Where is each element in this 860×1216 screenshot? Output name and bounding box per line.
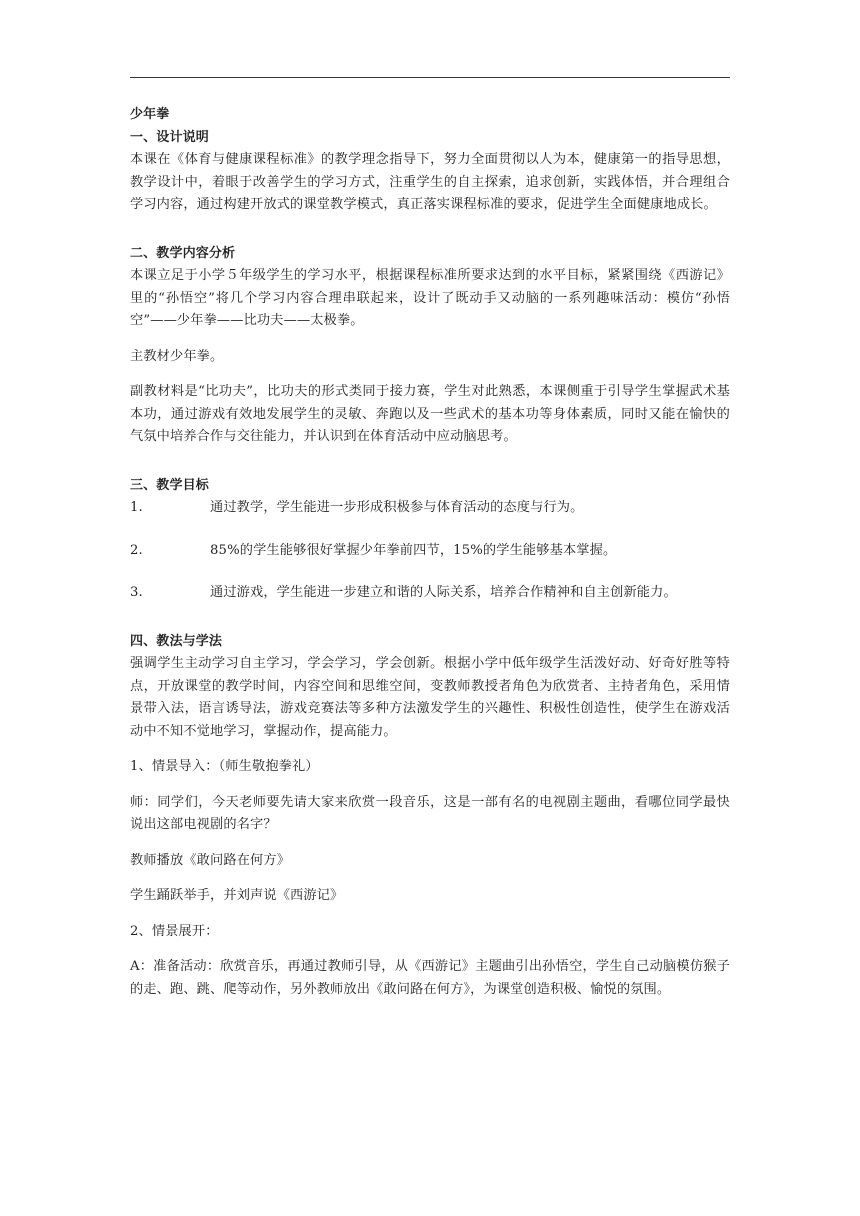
teacher-plays-music: 教师播放《敢问路在何方》 <box>130 852 291 868</box>
section-2-paragraph-1: 本课立足于小学５年级学生的学习水平，根据课程标准所要求达到的水平目标，紧紧围绕《西游记》里的“孙悟空”将几个学习内容合理串联起来，设计了既动手又动脑的一系列趣味活动：模仿“孙悟空”——少年拳——比功夫——太极拳。 <box>130 268 730 328</box>
section-1-heading: 一、设计说明 <box>130 129 209 145</box>
objective-number: 3. <box>130 585 143 600</box>
objective-item-1 <box>130 497 730 520</box>
header-rule <box>130 77 730 78</box>
objective-number: 1. <box>130 500 143 515</box>
section-3-heading: 三、教学目标 <box>130 477 209 493</box>
objective-text: 85%的学生能够很好掌握少年拳前四节，15%的学生能够基本掌握。 <box>210 542 617 558</box>
section-4-paragraph: 强调学生主动学习自主学习，学会学习，学会创新。根据小学中低年级学生活泼好动、好奇好胜等特点，开放课堂的教学时间，内容空间和思维空间，变教师教授者角色为欣赏者、主持者角色，采用情景带入法，语言诱导法，游戏竞赛法等多种方法激发学生的兴趣性、积极性创造性，使学生在游戏活动中不知不觉地学习，掌握动作，提高能力。 <box>130 656 730 739</box>
objective-number: 2. <box>130 542 143 558</box>
section-4-heading: 四、教法与学法 <box>130 633 223 649</box>
section-2-paragraph-2: 主教材少年拳。 <box>130 348 224 364</box>
section-2-heading: 二、教学内容分析 <box>130 245 236 261</box>
section-1-paragraph: 本课在《体育与健康课程标准》的教学理念指导下，努力全面贯彻以人为本，健康第一的指导思想，教学设计中，着眼于改善学生的学习方式，注重学生的自主探索，追求创新，实践体悟，并合理组合学习内容，通过构建开放式的课堂教学模式，真正落实课程标准的要求，促进学生全面健康地成长。 <box>130 152 730 212</box>
objective-item-3 <box>130 582 730 605</box>
objective-text: 通过教学，学生能进一步形成积极参与体育活动的态度与行为。 <box>210 500 584 515</box>
document-body <box>130 104 730 1001</box>
teacher-dialogue: 师：同学们，今天老师要先请大家来欣赏一段音乐，这是一部有名的电视剧主题曲，看哪位同学最快说出这部电视剧的名字？ <box>130 794 730 832</box>
section-2-paragraph-3: 副教材料是“比功夫”，比功夫的形式类同于接力赛，学生对此熟悉，本课侧重于引导学生掌握武术基本功，通过游戏有效地发展学生的灵敏、奔跑以及一些武术的基本功等身体素质，同时又能在愉快的气氛中培养合作与交往能力，并认识到在体育活动中应动脑思考。 <box>130 384 730 444</box>
objective-text: 通过游戏，学生能进一步建立和谐的人际关系，培养合作精神和自主创新能力。 <box>210 585 677 600</box>
warmup-activity: A：准备活动：欣赏音乐，再通过教师引导，从《西游记》主题曲引出孙悟空，学生自己动脑模仿猴子的走、跑、跳、爬等动作，另外教师放出《敢问路在何方》，为课堂创造积极、愉悦的氛围。 <box>130 959 730 997</box>
student-answer: 学生踊跃举手，并刘声说《西游记》 <box>130 888 344 903</box>
doc-title: 少年拳 <box>130 107 170 122</box>
objective-item-2 <box>130 540 730 563</box>
scene-expand-heading: 2、情景展开： <box>130 923 219 939</box>
scene-intro-heading: 1、情景导入：（师生敬抱拳礼） <box>130 759 319 774</box>
